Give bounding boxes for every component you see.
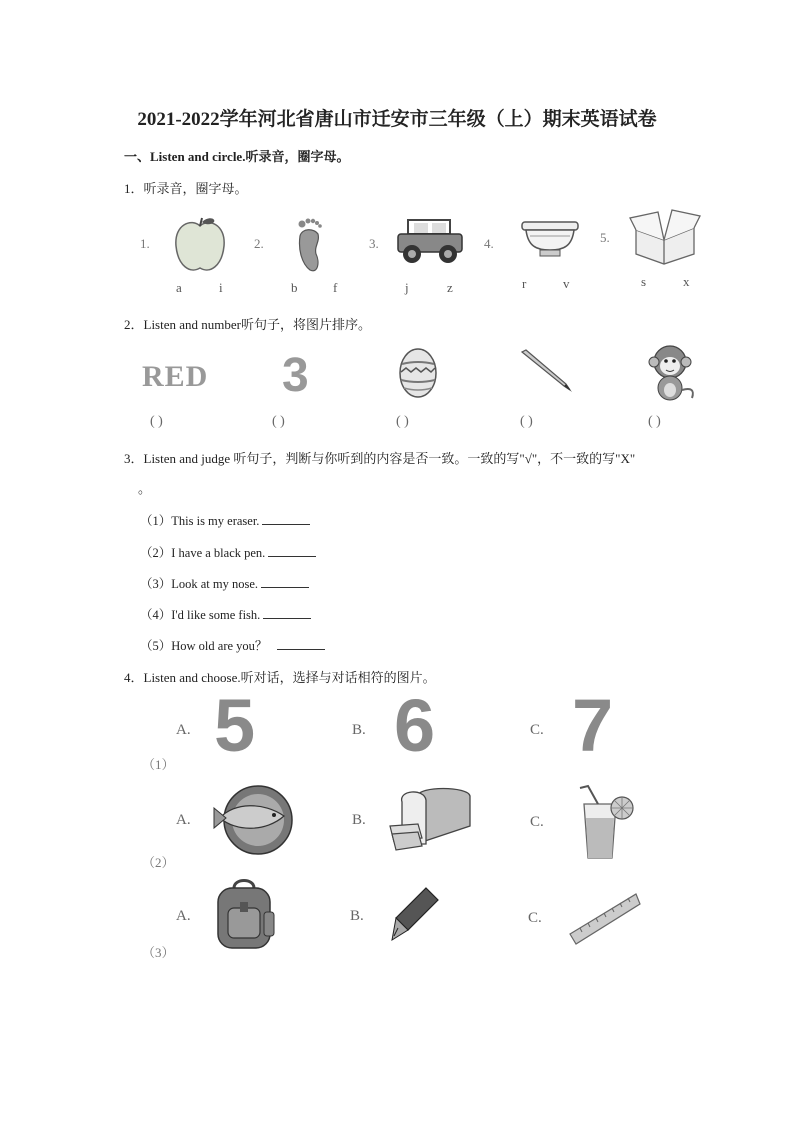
option-c-label: C. [528,910,542,926]
option-b-label: B. [352,812,366,828]
box-icon [628,208,702,266]
q3-item [140,636,325,654]
answer-paren[interactable]: ( ) [150,414,163,429]
jeep-icon [394,218,466,266]
answer-paren[interactable]: ( ) [648,414,661,429]
ruler-icon [568,890,642,950]
juice-glass-icon [566,782,636,862]
answer-blank[interactable] [261,575,309,588]
q3-item-text: （1）This is my eraser. [140,514,260,528]
question-3-text: 3．Listen and judge 听句子，判断与你听到的内容是否一致。一致的写"√"，不一致的写"X" [124,451,636,466]
digit-seven: 7 [572,684,614,767]
q3-item [140,511,310,529]
q3-item-text: （3）Look at my nose. [140,577,259,591]
answer-paren[interactable]: ( ) [272,414,285,429]
option-c-label: C. [530,722,544,738]
option-a-label: A. [176,908,191,924]
answer-blank[interactable] [262,512,310,525]
q3-item-text: （2）I have a black pen. [140,546,266,560]
number-three: 3 [282,349,309,402]
q3-item [140,605,311,623]
option-b-label: B. [352,722,366,738]
q1-letter: v [563,276,570,291]
option-c-label: C. [530,814,544,830]
option-a-label: A. [176,812,191,828]
answer-paren[interactable]: ( ) [520,414,533,429]
red-word: RED [142,360,209,393]
q1-letter: s [641,274,647,289]
option-a-label: A. [176,722,191,738]
digit-five: 5 [214,684,256,767]
row-num: （2） [142,855,175,870]
question-3-text-end: 。 [138,481,152,496]
q1-item-num: 5. [600,230,610,245]
easter-egg-icon [398,346,438,398]
q3-item-text: （5）How old are you？ [140,639,268,653]
foot-icon [292,214,328,274]
pencil-icon [518,348,574,394]
answer-blank[interactable] [268,544,316,557]
digit-six: 6 [394,684,436,767]
q1-item-num: 4. [484,236,494,251]
question-1-text: 1．听录音，圈字母。 [124,181,248,196]
q1-letter: x [683,274,690,289]
q1-letter: r [522,276,527,291]
q3-item [140,574,309,592]
q1-letter: j [405,280,409,295]
q1-letter: a [176,280,182,295]
q1-letter: f [333,280,338,295]
apple-icon [172,216,228,276]
row-num: （1） [142,757,175,772]
q1-letter: z [447,280,453,295]
q3-item [140,543,316,561]
answer-paren[interactable]: ( ) [396,414,409,429]
backpack-icon [210,878,280,952]
row-num: （3） [142,945,175,960]
question-4-text: 4．Listen and choose.听对话，选择与对话相符的图片。 [124,670,436,685]
q1-letter: b [291,280,298,295]
q1-item-num: 2. [254,236,264,251]
bread-icon [388,786,476,854]
answer-blank[interactable] [277,637,325,650]
q1-item-num: 1. [140,236,150,251]
q3-item-text: （4）I'd like some fish. [140,608,261,622]
section-heading: 一、Listen and circle.听录音，圈字母。 [124,149,350,164]
bowl-icon [520,220,580,260]
fountain-pen-icon [386,884,442,944]
option-b-label: B. [350,908,364,924]
q1-letter: i [219,280,223,295]
page-title: 2021-2022学年河北省唐山市迁安市三年级（上）期末英语试卷 [137,109,657,130]
question-2-text: 2．Listen and number听句子，将图片排序。 [124,317,371,332]
answer-blank[interactable] [263,606,311,619]
fish-plate-icon [212,782,298,856]
q1-item-num: 3. [369,236,379,251]
monkey-icon [640,340,700,404]
